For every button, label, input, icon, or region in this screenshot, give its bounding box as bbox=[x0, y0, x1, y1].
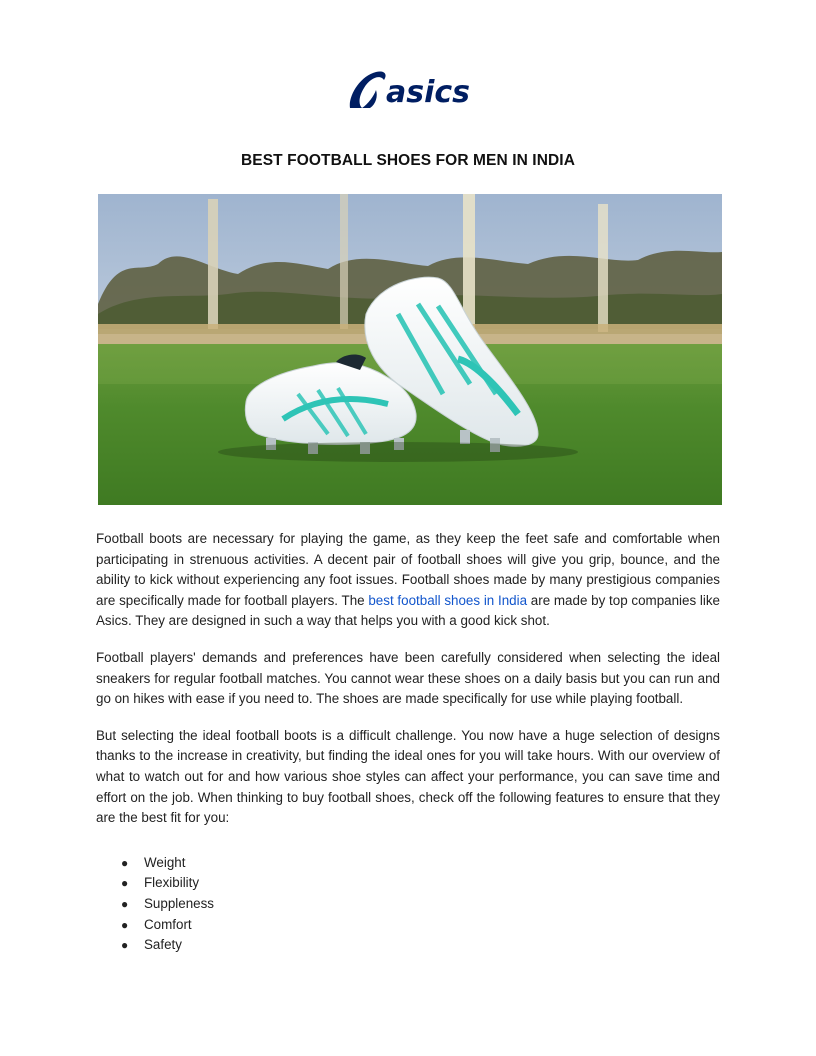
paragraph-1-text-start: Football boots are necessary for playing the game, as they keep the feet safe and comfortable when participating in strenuous activities. A decent pair of football shoes will give you grip, bounce, and the ability to kick without experiencing any foot issues. Football shoes made by many prestigious companies are specifically made for football players. The bbox=[96, 531, 720, 608]
article-body bbox=[96, 529, 720, 956]
paragraph-1-text-end: are made by top companies like Asics. They are designed in such a way that helps you with a good kick shot. bbox=[96, 592, 720, 629]
list-item bbox=[96, 894, 720, 915]
bullet-icon: ● bbox=[121, 896, 129, 911]
list-item bbox=[96, 935, 720, 956]
paragraph-2: Football players' demands and preferences have been carefully considered when selecting the ideal sneakers for regular football matches. You cannot wear these shoes on a daily basis but you can run and go on hikes with ease if you need to. The shoes are made specifically for use while playing football. bbox=[96, 649, 720, 707]
paragraph-3: But selecting the ideal football boots is a difficult challenge. You now have a huge selection of designs thanks to the increase in creativity, but finding the ideal ones for you will take hours. With our overview of what to watch out for and how various shoe styles can affect your performance, you can save time and effort on the job. When thinking to buy football shoes, check off the following features to ensure that they are the best fit for you: bbox=[96, 727, 720, 826]
list-item-label: Comfort bbox=[144, 916, 192, 932]
bullet-icon: ● bbox=[121, 855, 129, 870]
list-item bbox=[96, 853, 720, 874]
bullet-icon: ● bbox=[121, 938, 129, 953]
list-item-label: Flexibility bbox=[144, 875, 200, 891]
page-title: BEST FOOTBALL SHOES FOR MEN IN INDIA bbox=[241, 152, 575, 169]
list-item bbox=[96, 915, 720, 936]
list-item-label: Suppleness bbox=[144, 895, 214, 911]
best-football-shoes-link[interactable]: best football shoes in India bbox=[368, 592, 528, 608]
list-item-label: Safety bbox=[144, 937, 182, 953]
bullet-icon: ● bbox=[121, 876, 129, 891]
list-item bbox=[96, 873, 720, 894]
feature-list bbox=[96, 853, 720, 956]
paragraph-1 bbox=[96, 529, 720, 632]
hero-image-football-boots bbox=[98, 194, 722, 505]
bullet-icon: ● bbox=[121, 917, 129, 932]
asics-logo bbox=[346, 66, 470, 112]
list-item-label: Weight bbox=[144, 854, 186, 870]
logo-wordmark: asics bbox=[386, 75, 470, 110]
